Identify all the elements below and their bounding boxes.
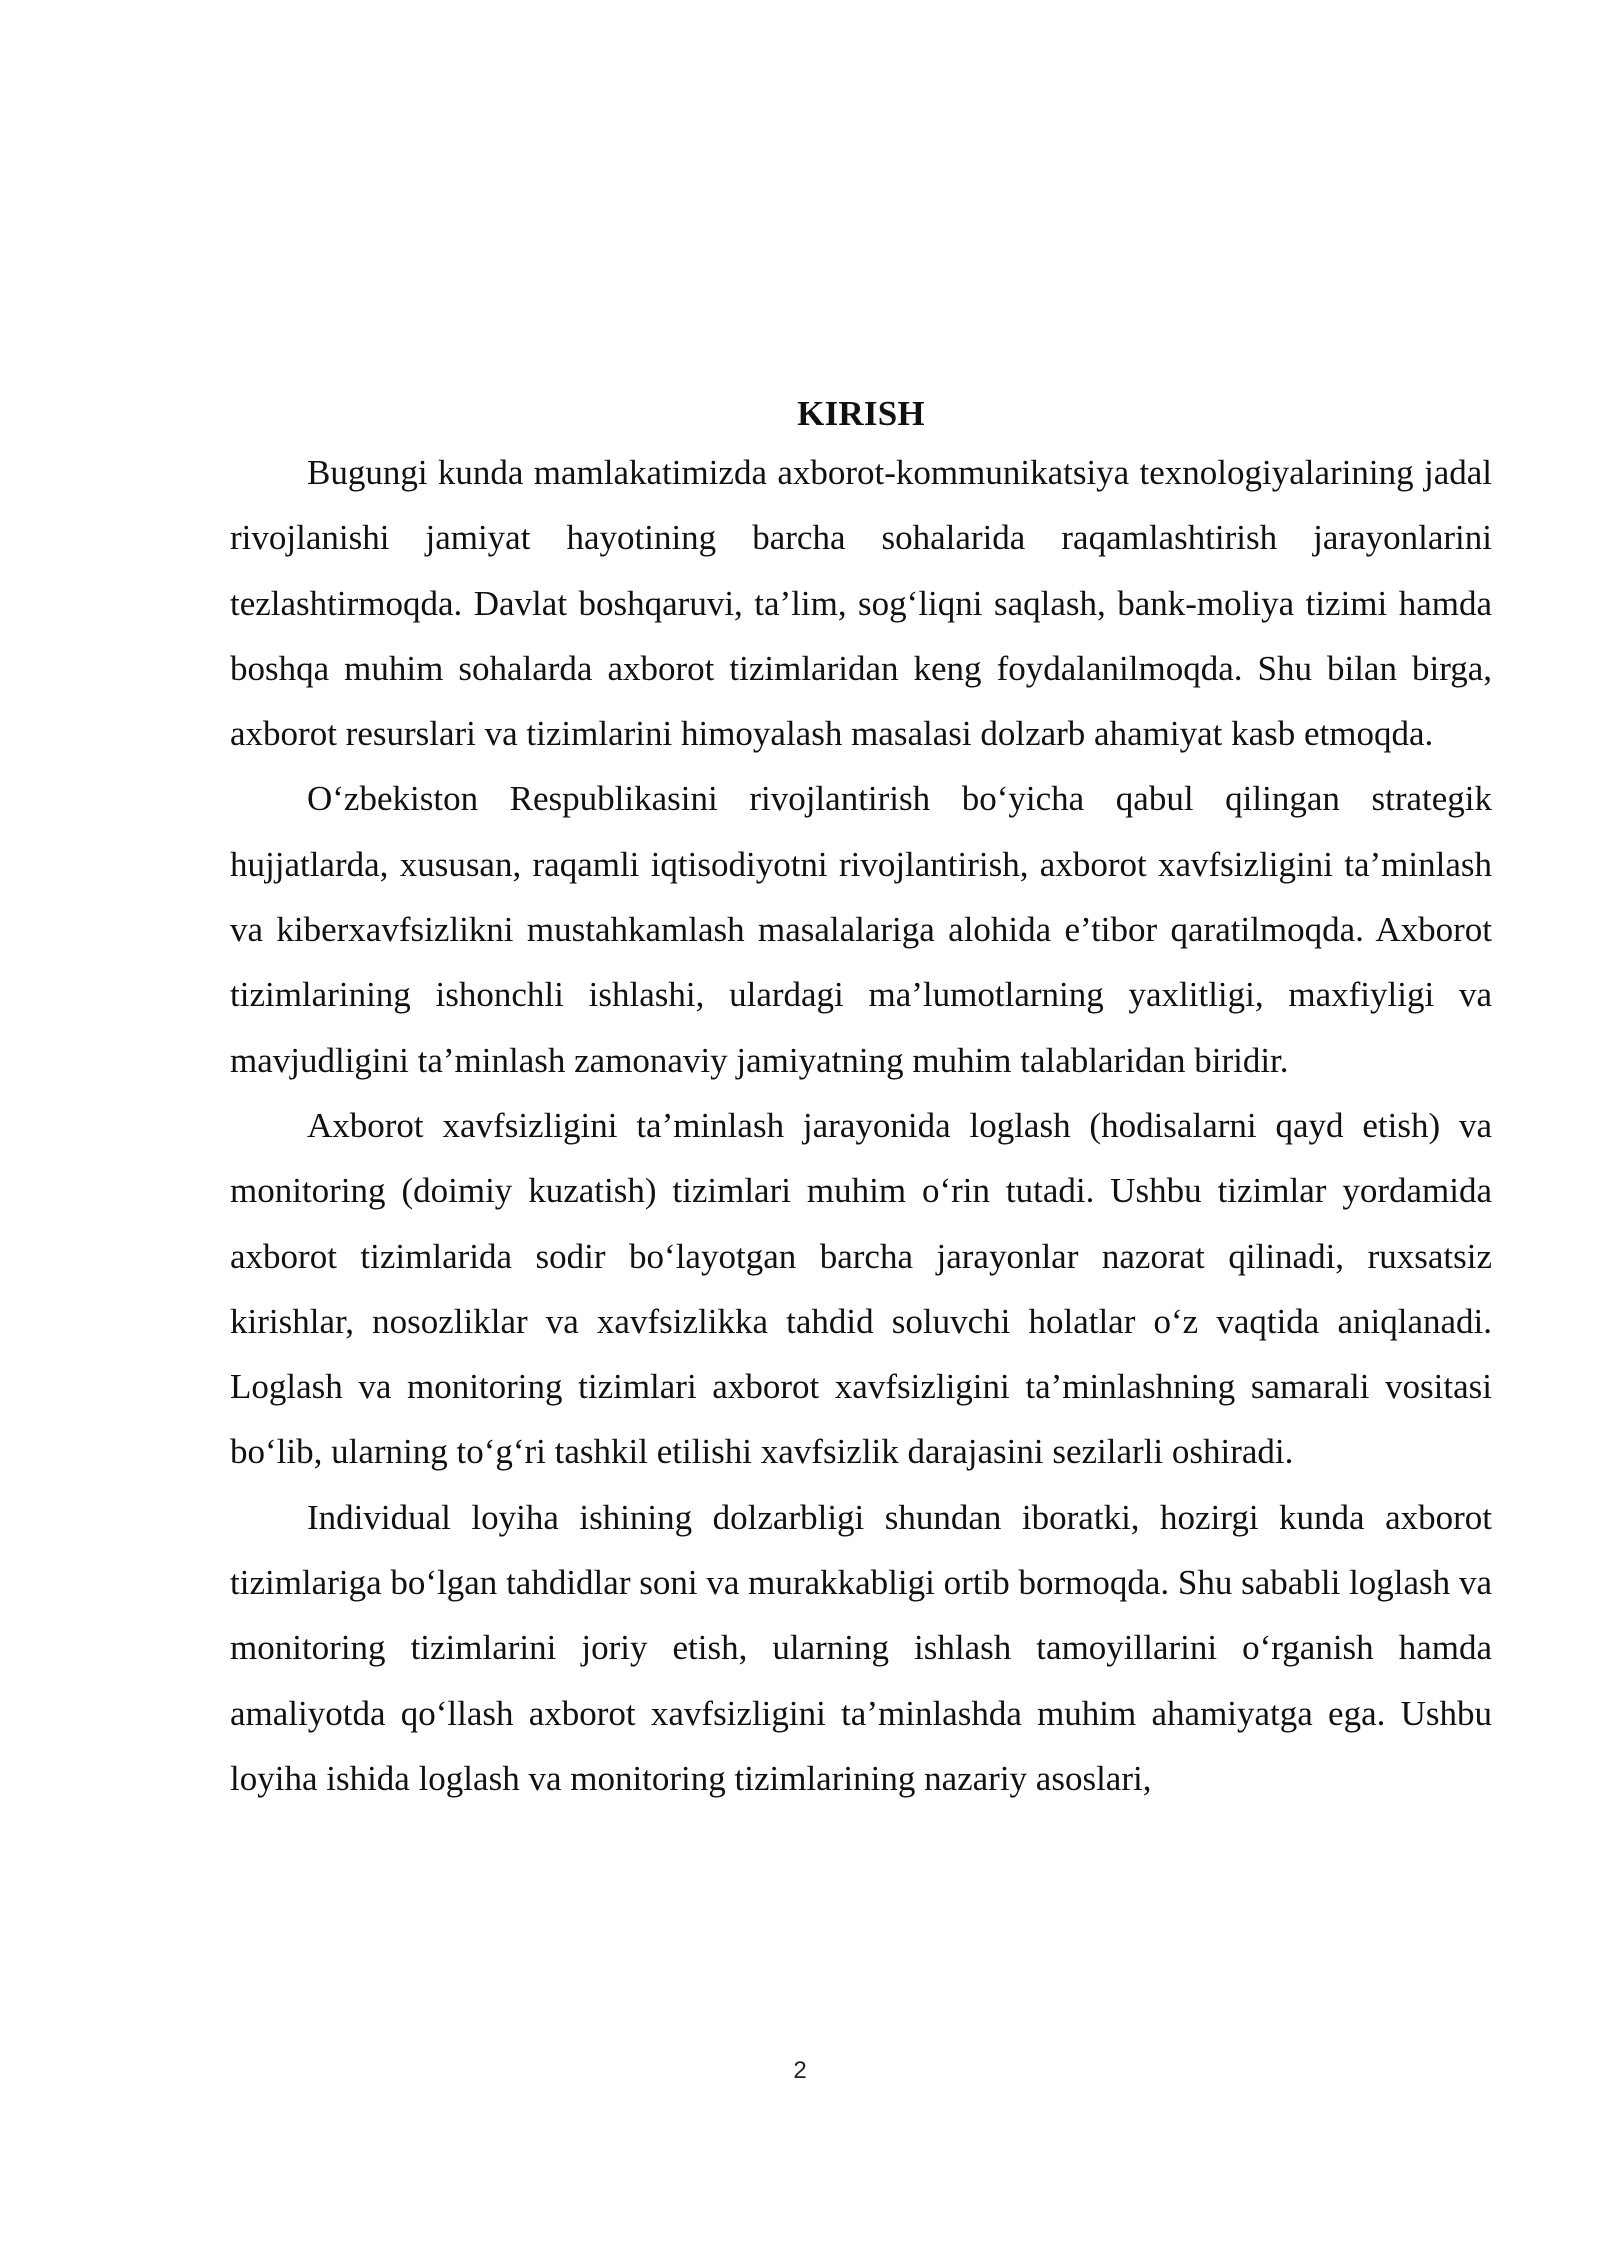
paragraph-3: Axborot xavfsizligini ta’minlash jarayonida loglash (hodisalarni qayd etish) va monitoring (doimiy kuzatish) tizimlari muhim o‘rin tutadi. Ushbu tizimlar yordamida axborot tizimlarida sodir bo‘layotgan barcha jarayonlar nazorat qilinadi, ruxsatsiz kirishlar, nosozliklar va xavfsizlikka tahdid soluvchi holatlar o‘z vaqtida aniqlanadi. Loglash va monitoring tizimlari axborot xavfsizligini ta’minlashning samarali vositasi bo‘lib, ularning to‘g‘ri tashkil etilishi xavfsizlik darajasini sezilarli oshiradi. <box>230 1105 1492 1472</box>
page-number: 2 <box>793 2057 807 2084</box>
paragraph-1: Bugungi kunda mamlakatimizda axborot-kommunikatsiya texnologiyalarining jadal rivojlanishi jamiyat hayotining barcha sohalarida raqamlashtirish jarayonlarini tezlashtirmoqda. Davlat boshqaruvi, ta’lim, sog‘liqni saqlash, bank-moliya tizimi hamda boshqa muhim sohalarda axborot tizimlaridan keng foydalanilmoqda. Shu bilan birga, axborot resurslari va tizimlarini himoyalash masalasi dolzarb ahamiyat kasb etmoqda. <box>230 453 1492 754</box>
page-content <box>230 388 1492 1811</box>
paragraph-4: Individual loyiha ishining dolzarbligi shundan iboratki, hozirgi kunda axborot tizimlariga bo‘lgan tahdidlar soni va murakkabligi ortib bormoqda. Shu sababli loglash va monitoring tizimlarini joriy etish, ularning ishlash tamoyillarini o‘rganish hamda amaliyotda qo‘llash axborot xavfsizligini ta’minlashda muhim ahamiyatga ega. Ushbu loyiha ishida loglash va monitoring tizimlarining nazariy asoslari, <box>230 1497 1492 1798</box>
paragraph-2: O‘zbekiston Respublikasini rivojlantirish bo‘yicha qabul qilingan strategik hujjatlarda, xususan, raqamli iqtisodiyotni rivojlantirish, axborot xavfsizligini ta’minlash va kiberxavfsizlikni mustahkamlash masalalariga alohida e’tibor qaratilmoqda. Axborot tizimlarining ishonchli ishlashi, ulardagi ma’lumotlarning yaxlitligi, maxfiyligi va mavjudligini ta’minlash zamonaviy jamiyatning muhim talablaridan biridir. <box>230 779 1492 1080</box>
section-heading: KIRISH <box>797 394 925 433</box>
